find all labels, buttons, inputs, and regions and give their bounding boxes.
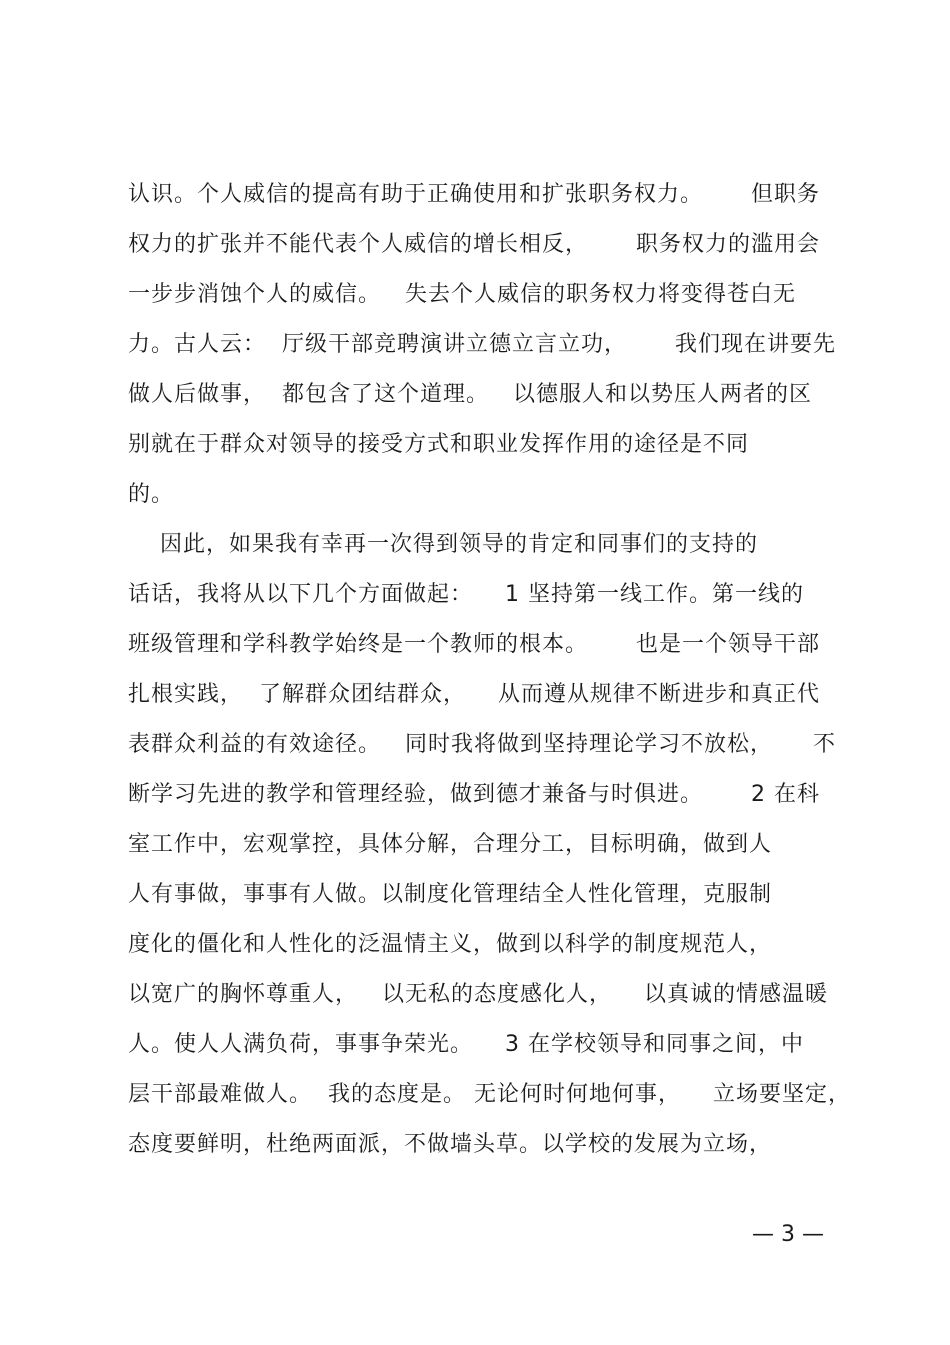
page-number: — 3 — [752,1222,824,1247]
body-line: 一步步消蚀个人的威信。 失去个人威信的职务权力将变得苍白无 [128,282,796,307]
body-line: 话话，我将从以下几个方面做起： 1 坚持第一线工作。第一线的 [128,582,804,607]
body-line: 别就在于群众对领导的接受方式和职业发挥作用的途径是不同 [128,432,750,457]
body-line: 以宽广的胸怀尊重人， 以无私的态度感化人， 以真诚的情感温暖 [128,982,828,1007]
body-line: 做人后做事， 都包含了这个道理。 以德服人和以势压人两者的区 [128,382,812,407]
body-line: 力。古人云： 厅级干部竞聘演讲立德立言立功， 我们现在讲要先 [128,332,836,357]
body-line: 人。使人人满负荷，事事争荣光。 3 在学校领导和同事之间，中 [128,1032,804,1057]
body-line: 因此，如果我有幸再一次得到领导的肯定和同事们的支持的 [128,532,758,557]
body-line: 扎根实践， 了解群众团结群众， 从而遵从规律不断进步和真正代 [128,682,820,707]
body-line: 人有事做，事事有人做。以制度化管理结全人性化管理，克服制 [128,882,773,907]
body-line: 班级管理和学科教学始终是一个教师的根本。 也是一个领导干部 [128,632,820,657]
body-line: 表群众利益的有效途径。 同时我将做到坚持理论学习不放松， 不 [128,732,836,757]
body-line: 断学习先进的教学和管理经验，做到德才兼备与时俱进。 2 在科 [128,782,820,807]
body-line: 态度要鲜明，杜绝两面派，不做墙头草。以学校的发展为立场， [128,1132,773,1157]
body-line: 室工作中，宏观掌控，具体分解，合理分工，目标明确，做到人 [128,832,773,857]
body-line: 度化的僵化和人性化的泛温情主义，做到以科学的制度规范人， [128,932,773,957]
body-line: 的。 [128,482,175,507]
body-line: 认识。个人威信的提高有助于正确使用和扩张职务权力。 但职务 [128,182,820,207]
body-line: 层干部最难做人。 我的态度是。 无论何时何地何事， 立场要坚定， [128,1082,851,1107]
body-line: 权力的扩张并不能代表个人威信的增长相反， 职务权力的滥用会 [128,232,820,257]
